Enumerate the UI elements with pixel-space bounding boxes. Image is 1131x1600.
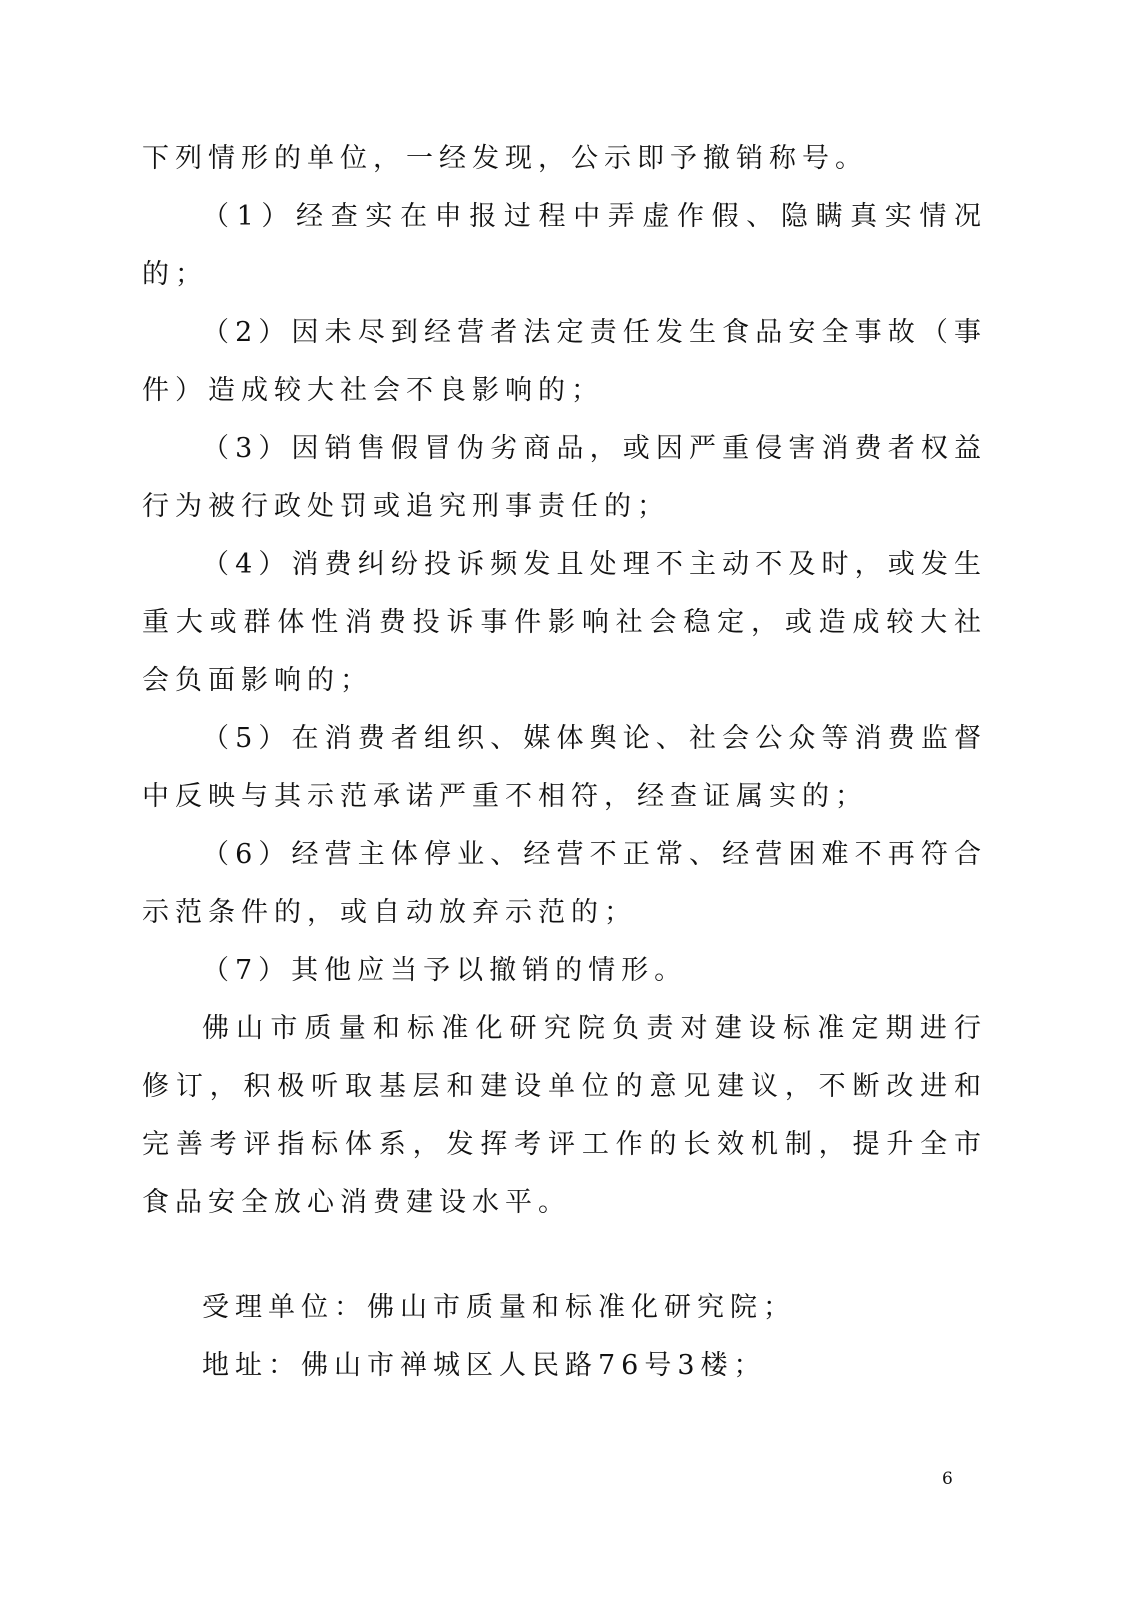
list-item-3: （3）因销售假冒伪劣商品，或因严重侵害消费者权益行为被行政处罚或追究刑事责任的；	[142, 433, 987, 522]
paragraph-intro: 下列情形的单位，一经发现，公示即予撤销称号。	[142, 143, 868, 174]
list-item-7: （7）其他应当予以撤销的情形。	[202, 955, 688, 986]
address: 地址：佛山市禅城区人民路76号3楼；	[202, 1350, 767, 1381]
list-item-1: （1）经查实在申报过程中弄虚作假、隐瞒真实情况的；	[142, 201, 987, 290]
page-number: 6	[942, 1469, 953, 1489]
document-body	[142, 130, 987, 1232]
list-item-2: （2）因未尽到经营者法定责任发生食品安全事故（事件）造成较大社会不良影响的；	[142, 317, 987, 406]
accepting-unit: 受理单位：佛山市质量和标准化研究院；	[202, 1292, 796, 1323]
contact-info	[202, 1279, 987, 1395]
list-item-5: （5）在消费者组织、媒体舆论、社会公众等消费监督中反映与其示范承诺严重不相符，经查证属实的；	[142, 723, 987, 812]
list-item-6: （6）经营主体停业、经营不正常、经营困难不再符合示范条件的，或自动放弃示范的；	[142, 839, 987, 928]
paragraph-revision: 佛山市质量和标准化研究院负责对建设标准定期进行修订，积极听取基层和建设单位的意见建议，不断改进和完善考评指标体系，发挥考评工作的长效机制，提升全市食品安全放心消费建设水平。	[142, 1013, 987, 1218]
list-item-4: （4）消费纠纷投诉频发且处理不主动不及时，或发生重大或群体性消费投诉事件影响社会稳定，或造成较大社会负面影响的；	[142, 549, 987, 696]
